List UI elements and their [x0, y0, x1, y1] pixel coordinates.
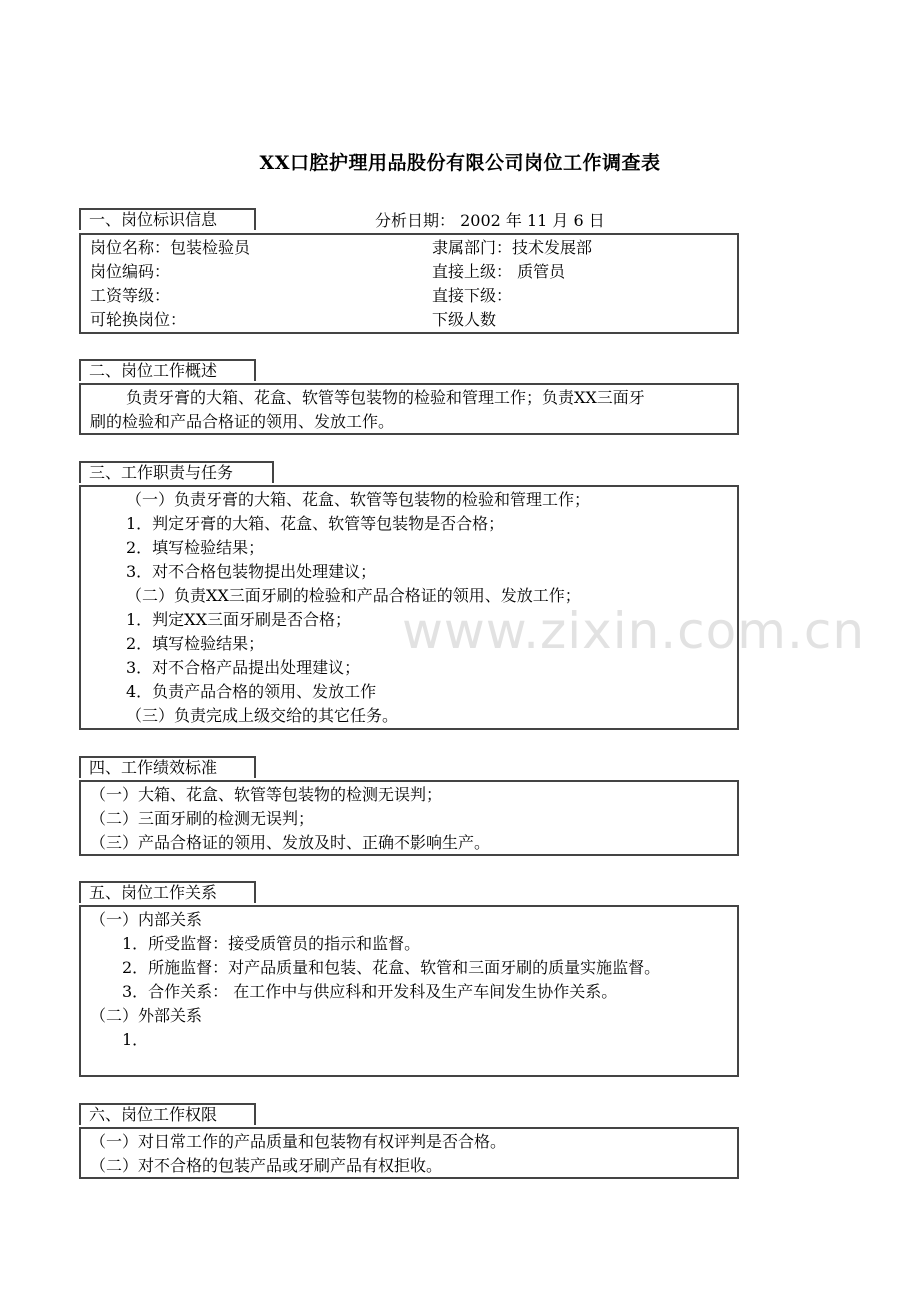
duty-line: 2．填写检验结果； [126, 634, 265, 653]
section-3-box [79, 485, 739, 730]
relationship-line: 3．合作关系： 在工作中与供应科和开发科及生产车间发生协作关系。 [122, 982, 618, 1001]
page-title: XX口腔护理用品股份有限公司岗位工作调查表 [259, 152, 661, 174]
relationship-line: 1． [122, 1030, 149, 1049]
duty-line: 3．对不合格产品提出处理建议； [126, 658, 361, 677]
section-4-box [79, 780, 739, 856]
watermark: www.zixin.com.cn [402, 602, 866, 660]
section-1-header: 一、岗位标识信息 [79, 208, 256, 230]
duty-line: 2．填写检验结果； [126, 538, 265, 557]
duty-line: （一）负责牙膏的大箱、花盒、软管等包装物的检验和管理工作； [126, 490, 591, 509]
duty-line: 3．对不合格包装物提出处理建议； [126, 562, 377, 581]
performance-line: （二）三面牙刷的检测无误判； [90, 809, 315, 828]
direct-superior-field: 直接上级： 质管员 [432, 262, 566, 281]
section-2-header: 二、岗位工作概述 [79, 359, 256, 381]
relationship-line: 2．所施监督：对产品质量和包装、花盒、软管和三面牙刷的质量实施监督。 [122, 958, 661, 977]
job-code-field: 岗位编码： [90, 262, 171, 281]
duty-line: 1．判定牙膏的大箱、花盒、软管等包装物是否合格； [126, 514, 505, 533]
department-field: 隶属部门：技术发展部 [432, 238, 593, 257]
rotation-position-field: 可轮换岗位： [90, 310, 187, 329]
direct-subordinate-field: 直接下级： [432, 286, 513, 305]
performance-line: （一）大箱、花盒、软管等包装物的检测无误判； [90, 785, 443, 804]
job-title-field: 岗位名称：包装检验员 [90, 238, 251, 257]
section-4-header: 四、工作绩效标准 [79, 756, 256, 778]
section-1-box [79, 233, 739, 334]
section-3-header: 三、工作职责与任务 [79, 461, 274, 483]
overview-line: 负责牙膏的大箱、花盒、软管等包装物的检验和管理工作；负责XX三面牙 [126, 388, 645, 407]
performance-line: （三）产品合格证的领用、发放及时、正确不影响生产。 [90, 833, 491, 852]
authority-line: （一）对日常工作的产品质量和包装物有权评判是否合格。 [90, 1132, 507, 1151]
duty-line: （三）负责完成上级交给的其它任务。 [126, 706, 399, 725]
relationship-line: （二）外部关系 [90, 1006, 203, 1025]
section-6-header: 六、岗位工作权限 [79, 1103, 256, 1125]
relationship-line: （一）内部关系 [90, 910, 203, 929]
section-2-box [79, 383, 739, 435]
duty-line: 4．负责产品合格的领用、发放工作 [126, 682, 377, 701]
relationship-line: 1．所受监督：接受质管员的指示和监督。 [122, 934, 421, 953]
section-5-box [79, 905, 739, 1077]
salary-grade-field: 工资等级： [90, 286, 171, 305]
section-5-header: 五、岗位工作关系 [79, 881, 256, 903]
subordinate-count-field: 下级人数 [432, 310, 497, 329]
section-6-box [79, 1127, 739, 1179]
analysis-date: 分析日期： 2002 年 11 月 6 日 [375, 211, 605, 230]
duty-line: 1．判定XX三面牙刷是否合格； [126, 610, 351, 629]
authority-line: （二）对不合格的包装产品或牙刷产品有权拒收。 [90, 1156, 443, 1175]
duty-line: （二）负责XX三面牙刷的检验和产品合格证的领用、发放工作； [126, 586, 581, 605]
overview-line: 刷的检验和产品合格证的领用、发放工作。 [90, 412, 395, 431]
